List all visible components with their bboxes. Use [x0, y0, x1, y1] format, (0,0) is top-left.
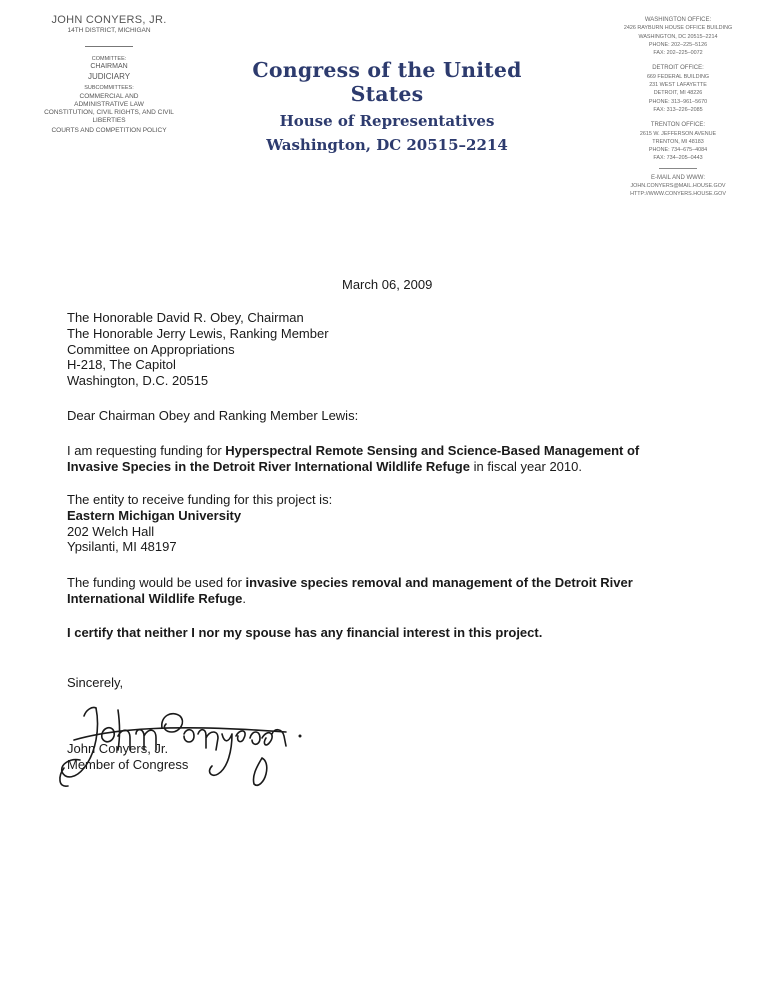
entity-address: 202 Welch Hall — [67, 523, 155, 539]
funding-use: International Wildlife Refuge — [67, 590, 243, 606]
funding-use-paragraph — [67, 575, 747, 607]
paragraph-text: in fiscal year 2010. — [469, 458, 582, 474]
letter-date: March 06, 2009 — [342, 277, 433, 292]
recipient-line: Committee on Appropriations — [67, 341, 235, 357]
detroit-office-line: FAX: 313–226–2085 — [653, 106, 703, 113]
salutation: Dear Chairman Obey and Ranking Member Lewis: — [67, 408, 359, 423]
recipient-line: H-218, The Capitol — [67, 357, 176, 373]
trenton-office-label: TRENTON OFFICE: — [650, 122, 706, 129]
recipient-line: Washington, D.C. 20515 — [67, 373, 209, 389]
paragraph-text: I am requesting funding for — [67, 443, 226, 458]
detroit-office-line: DETROIT, MI 48226 — [653, 90, 703, 97]
entity-intro: The entity to receive funding for this project is: — [67, 492, 333, 507]
funding-request-paragraph — [67, 443, 747, 475]
detroit-office-label: DETROIT OFFICE: — [652, 65, 704, 72]
paragraph-text: The funding would be used for — [67, 575, 246, 590]
email-label: E-MAIL AND WWW: — [651, 174, 705, 181]
congress-header — [232, 58, 542, 154]
house-title: House of Representatives — [279, 112, 495, 130]
paragraph-text: . — [242, 590, 247, 606]
letterhead-left-column — [20, 14, 198, 135]
committee-label: COMMITTEE: — [91, 56, 127, 62]
website-address: HTTP://WWW.CONYERS.HOUSE.GOV — [630, 191, 726, 198]
trenton-office-line: FAX: 734–205–0443 — [653, 155, 703, 162]
entity-address: Ypsilanti, MI 48197 — [67, 539, 177, 555]
signatory-name: John Conyers, Jr. — [67, 741, 169, 756]
detroit-office-line: PHONE: 313–961–5670 — [648, 98, 708, 105]
member-district: 14TH DISTRICT, MICHIGAN — [67, 27, 151, 34]
recipient-line: The Honorable David R. Obey, Chairman — [67, 310, 304, 325]
committee-name: JUDICIARY — [87, 72, 131, 81]
subcommittee-1: COMMERCIAL AND ADMINISTRATIVE LAW — [74, 93, 144, 108]
washington-office-line: FAX: 202–225–0072 — [653, 50, 703, 57]
project-title: Invasive Species in the Detroit River International Wildlife Refuge — [67, 458, 470, 474]
washington-address: Washington, DC 20515–2214 — [266, 136, 508, 154]
trenton-office-line: 2615 W. JEFFERSON AVENUE — [639, 130, 717, 137]
detroit-office-line: 231 WEST LAFAYETTE — [649, 82, 707, 89]
letterhead-right-column — [598, 16, 758, 199]
detroit-office-line: 669 FEDERAL BUILDING — [646, 73, 710, 80]
trenton-office-line: TRENTON, MI 48183 — [652, 138, 704, 145]
funding-use: invasive species removal and management of the Detroit River — [245, 575, 633, 590]
divider — [659, 168, 697, 169]
chairman-label: CHAIRMAN — [90, 63, 128, 70]
email-address: JOHN.CONYERS@MAIL.HOUSE.GOV — [630, 183, 726, 190]
recipient-address-block — [67, 310, 329, 389]
washington-office-line: WASHINGTON, DC 20515–2214 — [638, 33, 718, 40]
washington-office-line: PHONE: 202–225–5126 — [648, 41, 708, 48]
signatory-title: Member of Congress — [67, 757, 189, 772]
member-name: JOHN CONYERS, JR. — [51, 14, 167, 26]
subcommittee-3: COURTS AND COMPETITION POLICY — [51, 127, 167, 134]
divider — [85, 46, 133, 47]
certification-statement: I certify that neither I nor my spouse has any financial interest in this project. — [67, 625, 543, 640]
washington-office-label: WASHINGTON OFFICE: — [644, 17, 712, 23]
subcommittee-2: CONSTITUTION, CIVIL RIGHTS, AND CIVIL LIBERTIES — [44, 109, 174, 124]
closing: Sincerely, — [67, 675, 124, 690]
washington-office-line: 2426 RAYBURN HOUSE OFFICE BUILDING — [623, 25, 733, 32]
entity-name: Eastern Michigan University — [67, 507, 242, 523]
trenton-office-line: PHONE: 734–675–4084 — [648, 147, 708, 154]
entity-block — [67, 492, 332, 555]
recipient-line: The Honorable Jerry Lewis, Ranking Member — [67, 325, 329, 341]
subcommittees-label: SUBCOMMITTEES: — [84, 85, 134, 91]
project-title: Hyperspectral Remote Sensing and Science-Based Management of — [225, 443, 640, 458]
congress-title: Congress of the United States — [252, 58, 522, 106]
